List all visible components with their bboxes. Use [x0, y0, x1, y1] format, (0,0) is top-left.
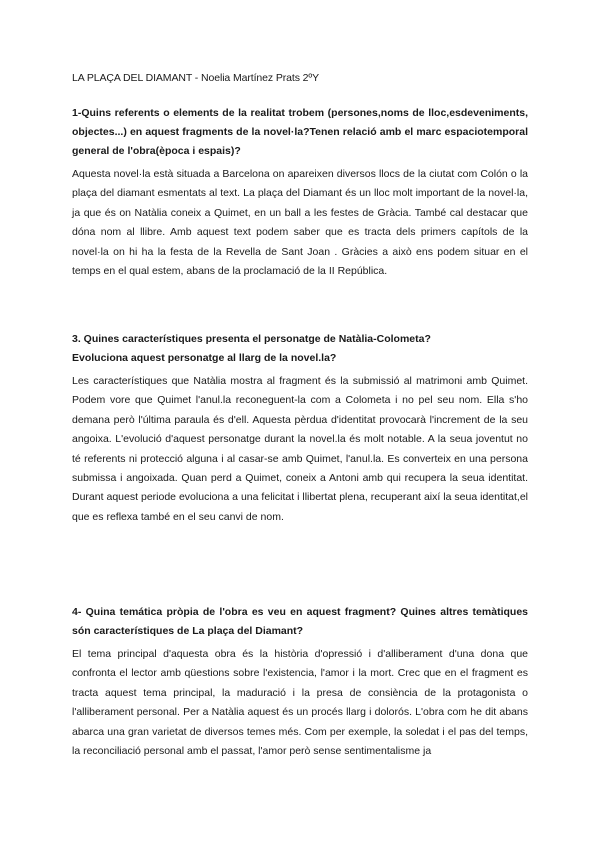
question-3-line-2: Evoluciona aquest personatge al llarg de la novel.la?	[72, 352, 337, 364]
question-4: 4- Quina temática pròpia de l'obra es veu en aquest fragment? Quines altres temàtiques són característiques de La plaça del Diamant?	[72, 606, 528, 637]
section-question-4	[72, 603, 528, 761]
question-1: 1-Quins referents o elements de la realitat trobem (persones,noms de lloc,esdeveniments, objectes...) en aquest fragments de la novel·la?Tenen relació amb el marc espaciotemporal general de l'obra(època i espais)?	[72, 107, 528, 157]
section-question-1	[72, 104, 528, 281]
question-3	[72, 330, 528, 368]
document-header: LA PLAÇA DEL DIAMANT - Noelia Martínez Prats 2ºY	[72, 72, 320, 84]
question-3-line-1: 3. Quines característiques presenta el personatge de Natàlia-Colometa?	[72, 333, 431, 345]
answer-1: Aquesta novel·la està situada a Barcelona on apareixen diversos llocs de la ciutat com Colón o la plaça del diamant esmentats al text. La plaça del Diamant és un lloc molt important de la novel·la, ja que és on Natàlia coneix a Quimet, en un ball a les festes de Gràcia. També cal destacar que dóna nom al llibre. Amb aquest text podem saber que es tracta dels primers capítols de la novel·la on hi ha la festa de la Revella de Sant Joan . Gràcies a això ens podem situar en el temps en el qual estem, abans de la proclamació de la II República.	[72, 168, 528, 278]
section-question-3	[72, 330, 528, 527]
answer-3: Les característiques que Natàlia mostra al fragment és la submissió al matrimoni amb Quimet. Podem vore que Quimet l'anul.la reconeguent-la com a Colometa i no pel seu nom. Ella s'ho demana però l'última paraula és d'ell. Aquesta pèrdua d'identitat provocarà l'increment de la seu angoixa. L'evolució d'aquest personatge durant la novel.la és molt notable. A la seua joventut no té referents ni protecció alguna i al casar-se amb Quimet, l'anul.la. Es converteix en una persona submissa i angoixada. Quan perd a Quimet, coneix a Antoni amb qui recupera la seua identitat. Durant aquest periode evoluciona a una felicitat i llibertat plena, recuperant així la seua identitat,el que es reflexa també en el seu canvi de nom.	[72, 375, 528, 523]
answer-4: El tema principal d'aquesta obra és la història d'opressió i d'alliberament d'una dona que confronta el lector amb qüestions sobre l'existencia, l'amor i la mort. Crec que en el fragment es tracta aquest tema principal, la maduració i la presa de consiència de la protagonista o l'alliberament personal. Per a Natàlia aquest és un procés llarg i dolorós. L'obra com he dit abans abarca una gran varietat de diversos temes més. Com per exemple, la soledat i el pas del temps, la reconciliació personal amb el passat, l'amor però sense sentimentalisme ja	[72, 648, 528, 758]
